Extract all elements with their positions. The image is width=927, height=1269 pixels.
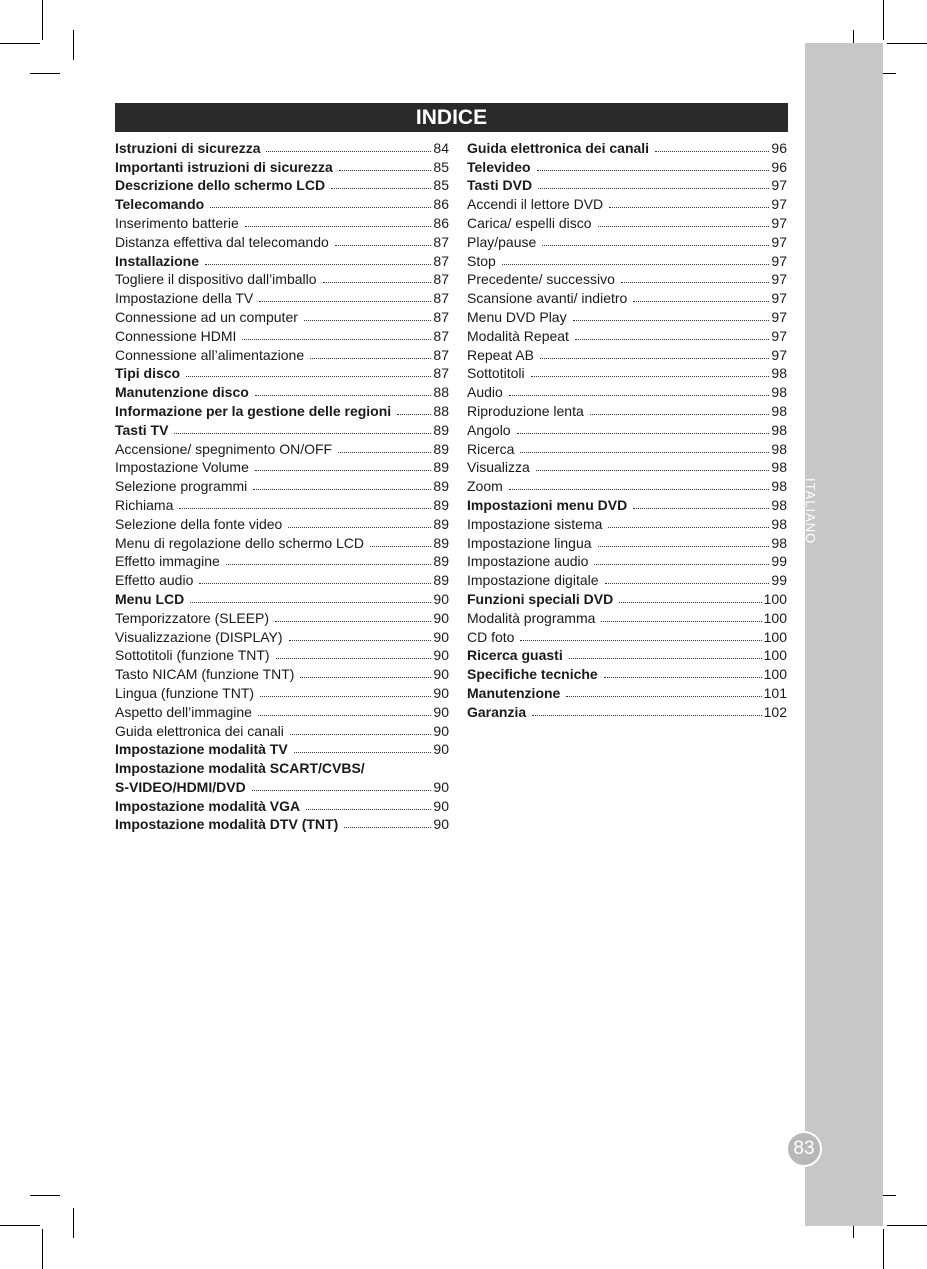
index-title-bar — [115, 103, 788, 132]
toc-entry-label: Precedente/ successivo — [467, 271, 615, 288]
toc-leader-dots — [190, 602, 431, 603]
crop-mark — [30, 1195, 60, 1196]
toc-leader-dots — [397, 414, 431, 415]
toc-entry — [115, 532, 449, 551]
toc-entry-label: Manutenzione — [467, 684, 561, 701]
toc-entry-label: Guida elettronica dei canali — [467, 139, 650, 156]
toc-entry-page: 97 — [771, 271, 787, 288]
toc-entry-label: Impostazione Volume — [115, 459, 249, 476]
toc-leader-dots — [590, 414, 770, 415]
toc-entry-label: Guida elettronica dei canali — [115, 722, 284, 739]
toc-entry-label: Audio — [467, 384, 503, 401]
toc-leader-dots — [205, 264, 431, 265]
toc-entry-page: 89 — [433, 572, 449, 589]
toc-entry-page: 98 — [771, 384, 787, 401]
toc-entry-page: 97 — [771, 308, 787, 325]
toc-entry-label: Funzioni speciali DVD — [467, 590, 614, 607]
toc-entry-page: 100 — [763, 647, 787, 664]
toc-entry — [115, 287, 449, 306]
toc-leader-dots — [275, 621, 431, 622]
toc-leader-dots — [290, 734, 432, 735]
toc-entry-page: 85 — [433, 158, 449, 175]
toc-leader-dots — [569, 658, 762, 659]
toc-entry-page: 99 — [771, 553, 787, 570]
toc-leader-dots — [259, 301, 431, 302]
toc-entry-label: CD foto — [467, 628, 515, 645]
toc-entry-page: 97 — [771, 214, 787, 231]
toc-entry — [115, 607, 449, 626]
toc-entry-page: 98 — [771, 365, 787, 382]
toc-entry-label: Importanti istruzioni di sicurezza — [115, 158, 333, 175]
toc-entry-page: 89 — [433, 459, 449, 476]
toc-entry — [115, 494, 449, 513]
toc-leader-dots — [604, 677, 762, 678]
toc-entry — [115, 400, 449, 419]
toc-leader-dots — [252, 790, 432, 791]
toc-entry-page: 90 — [433, 816, 449, 833]
crop-mark — [883, 1229, 884, 1269]
toc-entry-page: 98 — [771, 478, 787, 495]
toc-entry — [115, 551, 449, 570]
toc-entry-page: 102 — [763, 703, 787, 720]
toc-entry-page: 100 — [763, 609, 787, 626]
toc-entry — [115, 193, 449, 212]
toc-leader-dots — [520, 452, 769, 453]
toc-entry-page: 98 — [771, 402, 787, 419]
crop-mark — [42, 0, 43, 40]
toc-entry-label: Modalità Repeat — [467, 327, 569, 344]
toc-entry — [467, 287, 787, 306]
toc-leader-dots — [633, 301, 769, 302]
toc-leader-dots — [226, 564, 432, 565]
toc-leader-dots — [370, 546, 431, 547]
toc-leader-dots — [186, 376, 431, 377]
toc-leader-dots — [520, 640, 761, 641]
toc-entry-label: Impostazioni menu DVD — [467, 496, 628, 513]
toc-leader-dots — [540, 358, 769, 359]
toc-entry — [467, 438, 787, 457]
toc-leader-dots — [598, 546, 770, 547]
toc-entry — [115, 588, 449, 607]
toc-entry-label: Connessione ad un computer — [115, 308, 298, 325]
toc-leader-dots — [655, 151, 769, 152]
toc-entry-label: Lingua (funzione TNT) — [115, 684, 255, 701]
toc-entry-label: Tasti DVD — [467, 177, 533, 194]
toc-entry-page: 89 — [433, 496, 449, 513]
toc-entry-page: 84 — [433, 139, 449, 156]
toc-entry — [467, 381, 787, 400]
toc-entry — [115, 212, 449, 231]
toc-entry-label: Impostazione audio — [467, 553, 589, 570]
toc-leader-dots — [242, 339, 431, 340]
toc-entry-page: 87 — [433, 365, 449, 382]
toc-entry — [115, 720, 449, 739]
toc-entry — [467, 175, 787, 194]
toc-entry — [115, 231, 449, 250]
toc-entry-page: 97 — [771, 177, 787, 194]
toc-entry-label: Accendi il lettore DVD — [467, 196, 604, 213]
toc-entry-label: Sottotitoli — [467, 365, 525, 382]
toc-leader-dots — [289, 640, 432, 641]
toc-entry-page: 86 — [433, 214, 449, 231]
toc-entry-page: 97 — [771, 233, 787, 250]
toc-leader-dots — [288, 527, 431, 528]
toc-entry — [467, 494, 787, 513]
toc-entry — [467, 626, 787, 645]
toc-entry-page: 89 — [433, 515, 449, 532]
toc-entry — [467, 363, 787, 382]
toc-entry-label: Menu di regolazione dello schermo LCD — [115, 534, 365, 551]
toc-entry-label: Garanzia — [467, 703, 527, 720]
crop-mark — [30, 73, 60, 74]
toc-entry-label: Stop — [467, 252, 496, 269]
toc-entry-page: 98 — [771, 496, 787, 513]
toc-entry — [467, 193, 787, 212]
toc-entry-label: Impostazione sistema — [467, 515, 603, 532]
toc-entry-label: Impostazione modalità VGA — [115, 797, 301, 814]
toc-entry-label: Selezione della fonte video — [115, 515, 283, 532]
toc-entry-page: 89 — [433, 553, 449, 570]
toc-entry-label: Menu LCD — [115, 590, 185, 607]
crop-mark — [0, 43, 40, 44]
toc-leader-dots — [608, 527, 769, 528]
toc-leader-dots — [338, 452, 431, 453]
toc-entry-page: 90 — [433, 797, 449, 814]
toc-entry-page: 97 — [771, 327, 787, 344]
toc-entry-label: Impostazione lingua — [467, 534, 592, 551]
page-number: 83 — [793, 1138, 815, 1159]
toc-entry — [115, 776, 449, 795]
toc-entry-label: Carica/ espelli disco — [467, 214, 592, 231]
toc-entry-page: 90 — [433, 666, 449, 683]
toc-entry-page: 86 — [433, 196, 449, 213]
toc-entry — [115, 626, 449, 645]
toc-entry — [115, 363, 449, 382]
toc-leader-dots — [536, 470, 770, 471]
toc-leader-dots — [537, 170, 770, 171]
toc-left-column — [115, 137, 449, 832]
toc-entry — [115, 569, 449, 588]
toc-leader-dots — [531, 376, 770, 377]
toc-entry-label: Scansione avanti/ indietro — [467, 290, 628, 307]
toc-entry-label: Accensione/ spegnimento ON/OFF — [115, 440, 333, 457]
toc-entry-label: Ricerca — [467, 440, 515, 457]
toc-entry — [115, 645, 449, 664]
toc-entry — [115, 250, 449, 269]
toc-leader-dots — [210, 207, 431, 208]
toc-entry — [115, 381, 449, 400]
toc-entry — [467, 325, 787, 344]
crop-mark — [883, 0, 884, 40]
toc-entry-label: Impostazione modalità TV — [115, 741, 288, 758]
toc-leader-dots — [633, 508, 769, 509]
toc-leader-dots — [573, 320, 770, 321]
toc-leader-dots — [517, 433, 770, 434]
toc-entry-label: Angolo — [467, 421, 511, 438]
toc-entry — [467, 475, 787, 494]
toc-entry-label: Manutenzione disco — [115, 384, 249, 401]
toc-entry-label: Telecomando — [115, 196, 205, 213]
toc-leader-dots — [199, 583, 431, 584]
toc-entry-label: Descrizione dello schermo LCD — [115, 177, 326, 194]
toc-entry-label: Impostazione modalità SCART/CVBS/ — [115, 760, 365, 777]
toc-entry-page: 87 — [433, 346, 449, 363]
toc-leader-dots — [253, 489, 431, 490]
toc-entry — [467, 645, 787, 664]
language-label-text: ITALIANO — [803, 478, 818, 545]
toc-leader-dots — [310, 358, 431, 359]
toc-entry-page: 101 — [763, 684, 787, 701]
toc-entry-page: 88 — [433, 402, 449, 419]
toc-entry-page: 100 — [763, 666, 787, 683]
toc-leader-dots — [255, 470, 432, 471]
toc-entry — [467, 400, 787, 419]
toc-entry — [467, 682, 787, 701]
toc-entry-page: 87 — [433, 327, 449, 344]
side-language-band — [805, 43, 883, 1226]
toc-entry-page: 89 — [433, 421, 449, 438]
toc-leader-dots — [304, 320, 432, 321]
toc-entry-page: 90 — [433, 590, 449, 607]
toc-entry-page: 97 — [771, 252, 787, 269]
toc-entry-page: 97 — [771, 346, 787, 363]
toc-leader-dots — [594, 564, 769, 565]
toc-entry-label: Effetto audio — [115, 572, 194, 589]
toc-entry-page: 87 — [433, 308, 449, 325]
toc-leader-dots — [323, 282, 432, 283]
toc-entry-page: 90 — [433, 703, 449, 720]
crop-mark — [887, 1225, 927, 1226]
toc-leader-dots — [538, 188, 769, 189]
toc-entry — [115, 344, 449, 363]
toc-leader-dots — [306, 809, 431, 810]
toc-entry-page: 97 — [771, 290, 787, 307]
toc-leader-dots — [566, 696, 761, 697]
crop-mark — [73, 30, 74, 60]
toc-entry — [467, 701, 787, 720]
toc-entry-label: Distanza effettiva dal telecomando — [115, 233, 329, 250]
toc-entry-label: Tipi disco — [115, 365, 181, 382]
toc-entry — [467, 513, 787, 532]
toc-entry — [115, 475, 449, 494]
toc-entry-page: 98 — [771, 459, 787, 476]
toc-entry — [115, 269, 449, 288]
toc-leader-dots — [509, 489, 770, 490]
toc-leader-dots — [609, 207, 769, 208]
toc-entry-label: Temporizzatore (SLEEP) — [115, 609, 270, 626]
toc-entry-page: 100 — [763, 628, 787, 645]
toc-entry — [467, 569, 787, 588]
toc-entry-label: Specifiche tecniche — [467, 666, 598, 683]
toc-leader-dots — [260, 696, 431, 697]
toc-entry-page: 89 — [433, 534, 449, 551]
toc-entry-label: Tasto NICAM (funzione TNT) — [115, 666, 295, 683]
toc-entry-label: Visualizzazione (DISPLAY) — [115, 628, 283, 645]
toc-entry — [467, 269, 787, 288]
toc-entry-label: Installazione — [115, 252, 200, 269]
toc-entry-page: 90 — [433, 609, 449, 626]
toc-entry-page: 87 — [433, 233, 449, 250]
page-number-badge — [786, 1131, 822, 1167]
toc-entry-label: Tasti TV — [115, 421, 169, 438]
crop-mark — [887, 43, 927, 44]
toc-entry-page: 89 — [433, 478, 449, 495]
toc-entry-page: 90 — [433, 647, 449, 664]
toc-leader-dots — [300, 677, 431, 678]
toc-entry — [115, 663, 449, 682]
toc-entry — [115, 306, 449, 325]
toc-entry-page: 85 — [433, 177, 449, 194]
toc-entry-label: Impostazione della TV — [115, 290, 254, 307]
toc-leader-dots — [542, 245, 769, 246]
toc-entry — [115, 701, 449, 720]
toc-entry-label: Richiama — [115, 496, 174, 513]
toc-entry-label: Impostazione modalità DTV (TNT) — [115, 816, 339, 833]
toc-leader-dots — [335, 245, 432, 246]
toc-entry-page: 98 — [771, 421, 787, 438]
toc-leader-dots — [276, 658, 432, 659]
toc-leader-dots — [179, 508, 431, 509]
toc-entry — [115, 814, 449, 833]
toc-entry — [467, 231, 787, 250]
toc-entry-page: 97 — [771, 196, 787, 213]
crop-mark — [0, 1225, 40, 1226]
toc-entry-label: Connessione all’alimentazione — [115, 346, 305, 363]
toc-entry-page: 90 — [433, 741, 449, 758]
toc-leader-dots — [294, 752, 432, 753]
toc-entry — [467, 306, 787, 325]
crop-mark — [73, 1208, 74, 1238]
toc-entry-label: Modalità programma — [467, 609, 596, 626]
toc-entry-label: Istruzioni di sicurezza — [115, 139, 261, 156]
toc-entry-label: Informazione per la gestione delle regioni — [115, 402, 392, 419]
toc-entry-page: 100 — [763, 590, 787, 607]
toc-entry-page: 98 — [771, 534, 787, 551]
toc-leader-dots — [245, 226, 432, 227]
toc-entry-label: Inserimento batterie — [115, 214, 239, 231]
toc-entry — [115, 175, 449, 194]
toc-leader-dots — [331, 188, 431, 189]
toc-entry-label: Riproduzione lenta — [467, 402, 584, 419]
toc-entry — [115, 757, 449, 776]
toc-entry — [467, 156, 787, 175]
toc-leader-dots — [344, 827, 431, 828]
toc-leader-dots — [619, 602, 761, 603]
toc-entry — [115, 137, 449, 156]
toc-leader-dots — [575, 339, 769, 340]
toc-entry-label: Togliere il dispositivo dall’imballo — [115, 271, 317, 288]
toc-entry-page: 90 — [433, 684, 449, 701]
toc-entry-page: 90 — [433, 722, 449, 739]
toc-entry — [115, 682, 449, 701]
toc-entry-page: 99 — [771, 572, 787, 589]
toc-leader-dots — [601, 621, 761, 622]
toc-leader-dots — [598, 226, 770, 227]
toc-entry-label: Visualizza — [467, 459, 530, 476]
toc-entry — [467, 344, 787, 363]
toc-entry — [115, 457, 449, 476]
toc-entry-label: Aspetto dell’immagine — [115, 703, 252, 720]
toc-leader-dots — [255, 395, 432, 396]
toc-entry-label: Play/pause — [467, 233, 537, 250]
toc-entry-page: 87 — [433, 290, 449, 307]
toc-leader-dots — [502, 264, 770, 265]
toc-entry — [467, 212, 787, 231]
crop-mark — [42, 1229, 43, 1269]
toc-leader-dots — [174, 433, 431, 434]
toc-entry-label: S-VIDEO/HDMI/DVD — [115, 778, 246, 795]
toc-entry-label: Ricerca guasti — [467, 647, 563, 664]
toc-entry — [467, 551, 787, 570]
toc-entry — [115, 325, 449, 344]
toc-entry — [115, 739, 449, 758]
toc-entry-label: Selezione programmi — [115, 478, 248, 495]
toc-entry — [467, 250, 787, 269]
toc-entry-page: 87 — [433, 271, 449, 288]
toc-entry-page: 98 — [771, 515, 787, 532]
toc-right-column — [467, 137, 787, 720]
toc-entry-page: 96 — [771, 139, 787, 156]
toc-leader-dots — [509, 395, 770, 396]
toc-leader-dots — [532, 715, 762, 716]
toc-entry-page: 89 — [433, 440, 449, 457]
toc-entry-page: 96 — [771, 158, 787, 175]
toc-entry — [115, 419, 449, 438]
toc-entry — [467, 588, 787, 607]
toc-leader-dots — [339, 170, 432, 171]
toc-entry-label: Menu DVD Play — [467, 308, 567, 325]
toc-entry — [115, 156, 449, 175]
toc-entry-label: Repeat AB — [467, 346, 534, 363]
toc-entry-label: Impostazione digitale — [467, 572, 599, 589]
toc-entry-page: 90 — [433, 778, 449, 795]
toc-leader-dots — [621, 282, 770, 283]
toc-entry-page: 90 — [433, 628, 449, 645]
toc-leader-dots — [266, 151, 431, 152]
toc-entry-page: 88 — [433, 384, 449, 401]
toc-entry-label: Zoom — [467, 478, 503, 495]
toc-entry — [467, 419, 787, 438]
toc-entry — [467, 532, 787, 551]
toc-entry-label: Sottotitoli (funzione TNT) — [115, 647, 270, 664]
toc-entry-label: Effetto immagine — [115, 553, 220, 570]
toc-entry — [467, 457, 787, 476]
toc-entry — [467, 663, 787, 682]
index-title: INDICE — [415, 105, 488, 129]
toc-leader-dots — [258, 715, 431, 716]
toc-leader-dots — [605, 583, 770, 584]
toc-entry-page: 87 — [433, 252, 449, 269]
toc-entry — [467, 137, 787, 156]
toc-entry-label: Televideo — [467, 158, 531, 175]
toc-entry — [115, 438, 449, 457]
toc-entry-page: 98 — [771, 440, 787, 457]
toc-entry — [115, 795, 449, 814]
toc-entry-label: Connessione HDMI — [115, 327, 237, 344]
toc-entry — [115, 513, 449, 532]
toc-entry — [467, 607, 787, 626]
